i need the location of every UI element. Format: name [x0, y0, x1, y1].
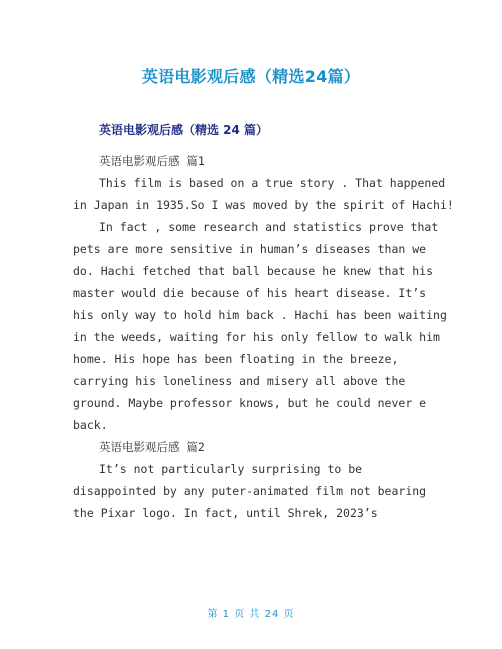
text-line: In fact , some research and statistics prove that	[99, 220, 439, 234]
text-line: ground. Maybe professor knows, but he could never e	[73, 396, 427, 410]
text-line: master would die because of his heart disease. It’s	[73, 286, 427, 300]
chapter-heading: 英语电影观后感 篇1	[99, 154, 205, 168]
document-title: 英语电影观后感（精选24篇）	[141, 67, 361, 86]
text-line: back.	[73, 418, 108, 432]
text-line: do. Hachi fetched that ball because he knew that his	[73, 264, 434, 278]
text-line: disappointed by any puter-animated film not bearing	[73, 484, 427, 498]
page-footer: 第 1 页 共 24 页	[207, 609, 295, 620]
text-line: the Pixar logo. In fact, until Shrek, 2023’s	[73, 506, 378, 520]
chapter-heading: 英语电影观后感 篇2	[99, 440, 205, 454]
text-line: pets are more sensitive in human’s diseases than we	[73, 242, 427, 256]
text-line: home. His hope has been floating in the breeze,	[73, 352, 399, 366]
text-line: his only way to hold him back . Hachi has been waiting	[73, 308, 447, 322]
text-line: It’s not particularly surprising to be	[99, 462, 363, 476]
text-line: carrying his loneliness and misery all above the	[73, 374, 406, 388]
section-heading: 英语电影观后感（精选 24 篇）	[99, 123, 269, 137]
text-line: in Japan in 1935.So I was moved by the spirit of Hachi!	[73, 198, 454, 212]
text-line: This film is based on a true story . That happened	[99, 176, 446, 190]
text-line: in the weeds, waiting for his only fellow to walk him	[73, 330, 440, 344]
body-text	[73, 150, 454, 524]
